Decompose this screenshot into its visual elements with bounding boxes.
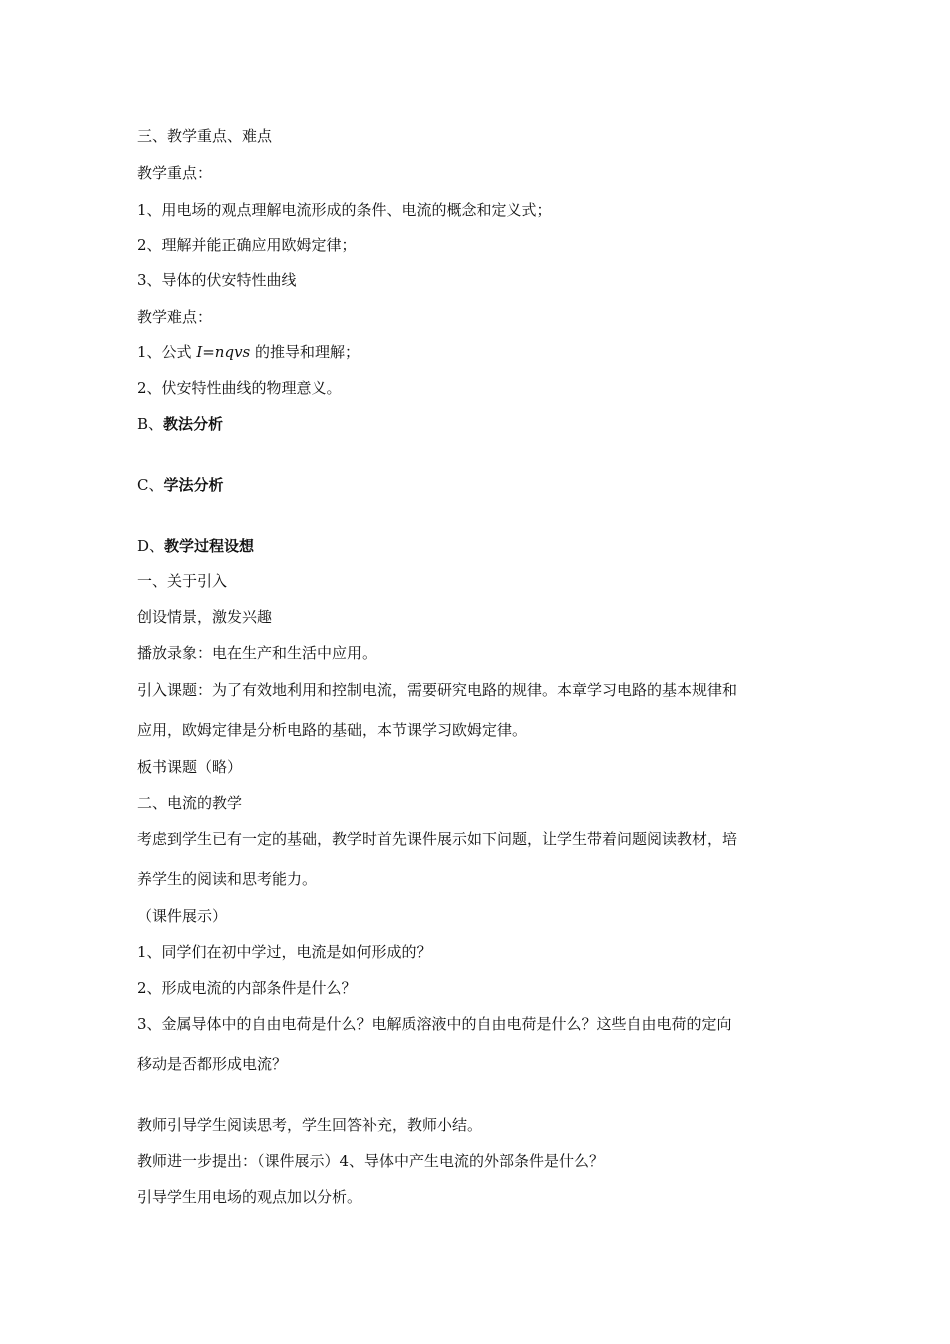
difficulty-item-1: [137, 342, 360, 362]
board-title-line: 板书课题（略）: [137, 758, 243, 776]
section-d-prefix: D、: [137, 537, 165, 555]
section-heading-b: [137, 414, 223, 434]
intro-line-2: 播放录象：电在生产和生活中应用。: [137, 644, 378, 662]
subheading-teaching-focus: 教学重点：: [137, 164, 213, 182]
section-heading-d: [137, 536, 254, 556]
heading-current-teaching: 二、电流的教学: [137, 794, 243, 812]
focus-item-3: 3、导体的伏安特性曲线: [137, 271, 297, 289]
intro-line-1: 创设情景，激发兴趣: [137, 608, 273, 626]
guide-analysis-line: 引导学生用电场的观点加以分析。: [137, 1188, 363, 1206]
section-heading-key-points: 三、教学重点、难点: [137, 127, 273, 145]
intro-paragraph-line-2: 应用，欧姆定律是分析电路的基础，本节课学习欧姆定律。: [137, 721, 528, 739]
teacher-further-question: 教师进一步提出：（课件展示）4、导体中产生电流的外部条件是什么？: [137, 1152, 605, 1170]
question-1: 1、同学们在初中学过，电流是如何形成的？: [137, 943, 432, 961]
difficulty-item-1-prefix: 1、公式: [137, 343, 197, 361]
section-b-prefix: B、: [137, 415, 164, 433]
difficulty-item-2: 2、伏安特性曲线的物理意义。: [137, 379, 342, 397]
difficulty-item-1-suffix: 的推导和理解；: [250, 343, 361, 361]
courseware-label: （课件展示）: [137, 907, 228, 925]
section-b-title: 教法分析: [163, 415, 224, 433]
teacher-guidance-line: 教师引导学生阅读思考，学生回答补充，教师小结。: [137, 1116, 483, 1134]
current-paragraph-line-1: 考虑到学生已有一定的基础，教学时首先课件展示如下问题，让学生带着问题阅读教材，培: [137, 830, 738, 848]
subheading-teaching-difficulty: 教学难点：: [137, 308, 213, 326]
section-heading-c: [137, 475, 224, 495]
current-paragraph-line-2: 养学生的阅读和思考能力。: [137, 870, 318, 888]
intro-paragraph-line-1: 引入课题：为了有效地利用和控制电流，需要研究电路的规律。本章学习电路的基本规律和: [137, 681, 738, 699]
question-3-line-1: 3、金属导体中的自由电荷是什么？电解质溶液中的自由电荷是什么？这些自由电荷的定向: [137, 1015, 732, 1033]
question-3-line-2: 移动是否都形成电流？: [137, 1055, 288, 1073]
section-c-title: 学法分析: [163, 476, 224, 494]
heading-introduction: 一、关于引入: [137, 572, 228, 590]
section-d-title: 教学过程设想: [164, 537, 255, 555]
section-c-prefix: C、: [137, 476, 164, 494]
focus-item-1: 1、用电场的观点理解电流形成的条件、电流的概念和定义式；: [137, 201, 552, 219]
formula-current: I=nqvs: [196, 343, 251, 361]
question-2: 2、形成电流的内部条件是什么？: [137, 979, 357, 997]
focus-item-2: 2、理解并能正确应用欧姆定律；: [137, 236, 357, 254]
